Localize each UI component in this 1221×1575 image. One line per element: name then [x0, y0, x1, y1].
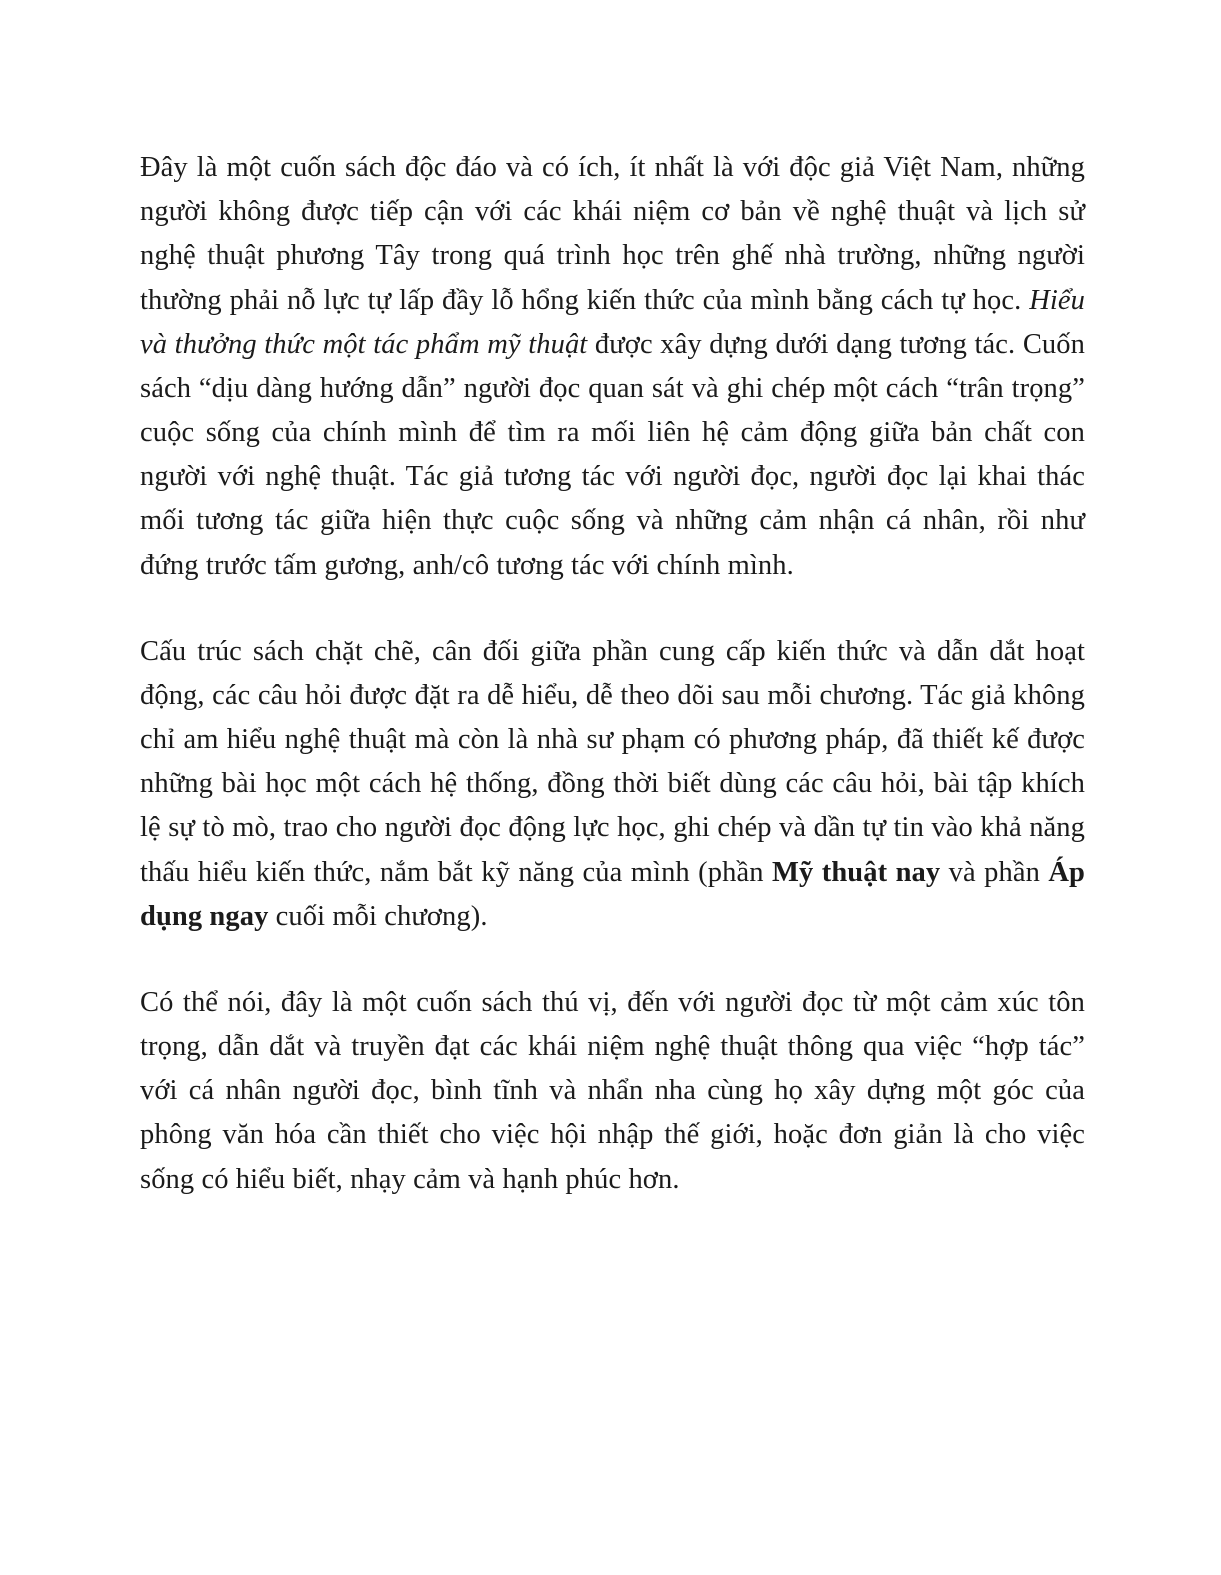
section-name-bold: Mỹ thuật nay — [771, 856, 941, 888]
text-run: và phần — [940, 856, 1049, 888]
text-run: Có thể nói, đây là một cuốn sách thú vị, đến với người đọc từ một cảm xúc tôn trọng, dẫn dắt và truyền đạt các khái niệm nghệ thuật thông qua việc “hợp tác” với cá nhân người đọc, bình tĩnh và nhẩn nha cùng họ xây dựng một góc của phông văn hóa cần thiết cho việc hội nhập thế giới, hoặc đơn giản là cho việc sống có hiểu biết, nhạy cảm và hạnh phúc hơn. — [140, 986, 1085, 1195]
paragraph-1 — [140, 146, 1085, 588]
paragraph-3 — [140, 981, 1085, 1202]
book-title-italic: Hiểu và thưởng thức một tác phẩm mỹ thuật — [140, 284, 1085, 360]
text-run: được xây dựng dưới dạng tương tác. Cuốn sách “dịu dàng hướng dẫn” người đọc quan sát và ghi chép một cách “trân trọng” cuộc sống của chính mình để tìm ra mối liên hệ cảm động giữa bản chất con người với nghệ thuật. Tác giả tương tác với người đọc, người đọc lại khai thác mối tương tác giữa hiện thực cuộc sống và những cảm nhận cá nhân, rồi như đứng trước tấm gương, anh/cô tương tác với chính mình. — [140, 328, 1085, 581]
text-run: cuối mỗi chương). — [268, 900, 488, 932]
text-run: Cấu trúc sách chặt chẽ, cân đối giữa phần cung cấp kiến thức và dẫn dắt hoạt động, các câu hỏi được đặt ra dễ hiểu, dễ theo dõi sau mỗi chương. Tác giả không chỉ am hiểu nghệ thuật mà còn là nhà sư phạm có phương pháp, đã thiết kế được những bài học một cách hệ thống, đồng thời biết dùng các câu hỏi, bài tập khích lệ sự tò mò, trao cho người đọc động lực học, ghi chép và dần tự tin vào khả năng thấu hiểu kiến thức, nắm bắt kỹ năng của mình (phần — [140, 635, 1085, 888]
section-name-bold: Áp dụng ngay — [140, 856, 1085, 932]
paragraph-2 — [140, 630, 1085, 939]
text-run: Đây là một cuốn sách độc đáo và có ích, ít nhất là với độc giả Việt Nam, những người không được tiếp cận với các khái niệm cơ bản về nghệ thuật và lịch sử nghệ thuật phương Tây trong quá trình học trên ghế nhà trường, những người thường phải nỗ lực tự lấp đầy lỗ hổng kiến thức của mình bằng cách tự học. — [140, 152, 1085, 316]
